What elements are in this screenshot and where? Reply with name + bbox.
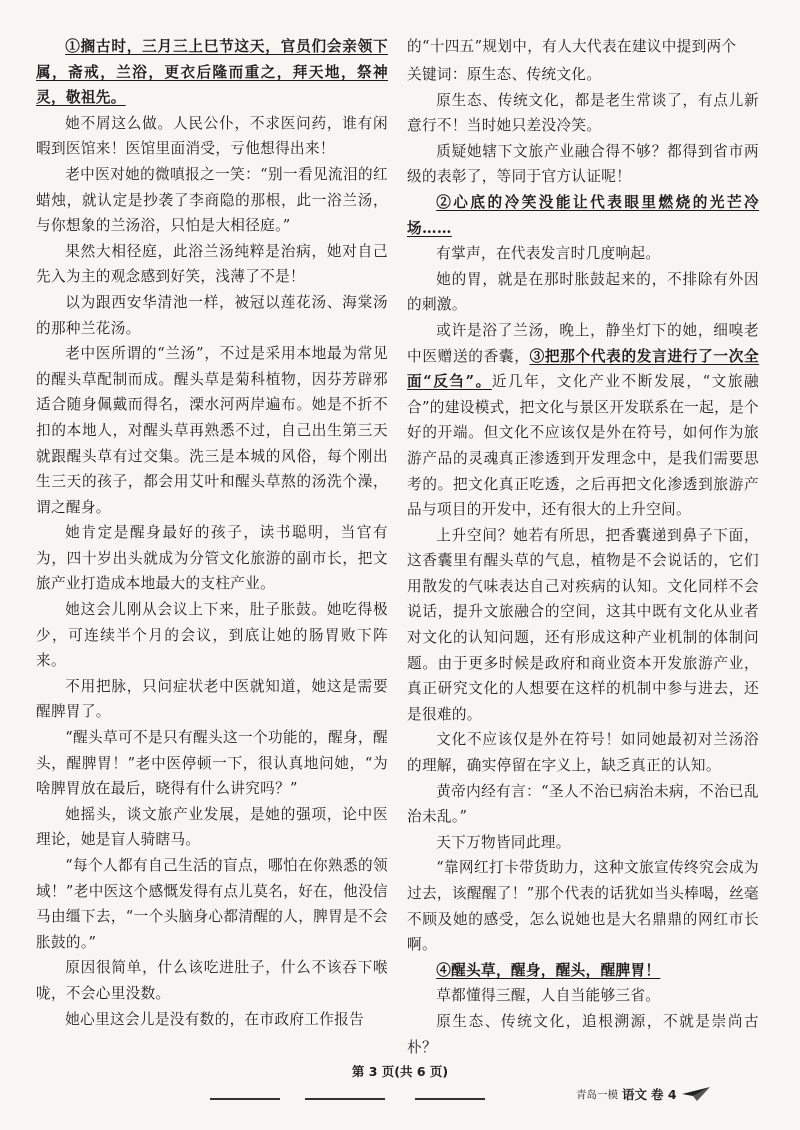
paragraph: 以为跟西安华清池一样，被冠以莲花汤、海棠汤的那种兰花汤。 <box>36 293 388 337</box>
paragraph: 老中医对她的微嗔报之一笑：“别一看见流泪的红蜡烛，就认定是抄袭了李商隐的那根，此一浴兰汤，与你想象的兰汤浴，只怕是大相径庭。” <box>36 165 388 235</box>
left-column <box>36 34 388 1032</box>
exam-brand <box>576 1085 711 1103</box>
paragraph <box>407 318 759 523</box>
paragraph: 她这会儿刚从会议上下来，肚子胀鼓。她吃得极少，可连续半个月的会议，到底让她的肠胃败下阵来。 <box>36 601 388 670</box>
brand-subject: 语文 <box>622 1087 648 1102</box>
footer-dashes <box>210 1098 590 1102</box>
paragraph: 原生态、传统文化，都是老生常谈了，有点儿新意行不！当时她只差没冷笑。 <box>407 91 759 135</box>
brand-volume: 卷 4 <box>651 1087 677 1102</box>
paragraph: “靠网红打卡带货助力，这种文旅宣传终究会成为过去，该醒醒了！”那个代表的话犹如当头棒喝，丝毫不顾及她的感受，怎么说她也是大名鼎鼎的网红市长啊。 <box>407 859 759 954</box>
paragraph: 她心里这会儿是没有数的，在市政府工作报告 <box>65 1010 365 1028</box>
paragraph: “醒头草可不是只有醒头这一个功能的，醒身，醒头，醒脾胃！”老中医停顿一下，很认真地问她，“为啥脾胃放在最后，晓得有什么讲究吗？” <box>36 729 388 798</box>
brand-school: 青岛一模 <box>576 1088 618 1101</box>
paragraph: 上升空间？她若有所思，把香囊递到鼻子下面，这香囊里有醒头草的气息，植物是不会说话的，它们用散发的气味表达自己对疾病的认知。文化同样不会说话，提升文旅融合的空间，这其中既有文化从业者对文化的认知问题，还有形成这种产业机制的体制问题。由于更多时候是政府和商业资本开发旅游产业，真正研究文化的人想要在这样的机制中参与进去，还是很难的。 <box>407 526 759 723</box>
text-run: 或许是浴了兰汤，晚上，静坐灯下的她，细嗅老中医赠送的香囊， <box>407 321 759 365</box>
paragraph: 文化不应该仅是外在符号！如同她最初对兰汤浴的理解，确实停留在字义上，缺乏真正的认知。 <box>407 731 759 775</box>
paragraph: 不用把脉，只问症状老中医就知道，她这是需要醒脾胃了。 <box>36 677 388 721</box>
paragraph <box>36 34 388 111</box>
right-column <box>407 62 759 1060</box>
paragraph: 原生态、传统文化，追根溯源，不就是崇尚古朴？ <box>407 1012 759 1056</box>
paper-plane-icon <box>681 1086 711 1102</box>
paragraph: 原因很简单，什么该吃进肚子，什么不该吞下喉咙，不会心里没数。 <box>36 959 388 1002</box>
paragraph: 有掌声，在代表发言时几度响起。 <box>436 245 661 263</box>
paragraph: 关键词：原生态、传统文化。 <box>407 66 602 83</box>
underlined-sentence: ③把那个代表的发言进行了一次全面“反刍”。 <box>407 347 759 391</box>
paragraph: 她的胃，就是在那时胀鼓起来的，不排除有外因的刺激。 <box>407 270 759 314</box>
text-run: 近几年，文化产业不断发展，“文旅融合”的建设模式，把文化与景区开发联系在一起，是个好的开端。但文化不应该仅是外在符号，如何作为旅游产品的灵魂真正渗透到开发理念中，是我们需要思考的。把文化真正吃透，之后再把文化渗透到旅游产品与项目的开发中，还有很大的上升空间。 <box>407 373 759 519</box>
underlined-sentence: ①搁古时，三月三上巳节这天，官员们会亲领下属，斋戒，兰浴，更衣后隆而重之，拜天地，祭神灵，敬祖先。 <box>36 38 388 107</box>
paragraph: 黄帝内经有言：“圣人不治已病治未病，不治已乱治未乱。” <box>407 782 759 826</box>
paragraph: 她不屑这么做。人民公仆，不求医问药，谁有闲暇到医馆来！医馆里面消受，亏他想得出来！ <box>36 114 388 158</box>
underlined-sentence: ④醒头草，醒身，醒头，醒脾胃！ <box>436 961 661 979</box>
paragraph <box>407 190 759 241</box>
paragraph: 果然大相径庭，此浴兰汤纯粹是治病，她对自己先入为主的观念感到好笑，浅薄了不是！ <box>36 242 388 286</box>
paragraph <box>407 958 759 984</box>
paragraph: “每个人都有自己生活的盲点，哪怕在你熟悉的领域！”老中医这个感慨发得有点儿莫名，好在，他没信马由缰下去，“一个头脑身心都清醒的人，脾胃是不会胀鼓的。” <box>36 857 388 951</box>
paragraph: 她肯定是醒身最好的孩子，读书聪明，当官有为，四十岁出头就成为分管文化旅游的副市长，把文旅产业打造成本地最大的支柱产业。 <box>36 524 388 593</box>
paragraph: 草都懂得三醒，人自当能够三省。 <box>436 987 661 1005</box>
paragraph: 天下万物皆同此理。 <box>436 833 571 851</box>
page-number: 第 3 页(共 6 页) <box>351 1064 449 1079</box>
underlined-sentence: ②心底的冷笑没能让代表眼里燃烧的光芒冷场…… <box>407 193 759 237</box>
paragraph: 质疑她辖下文旅产业融合得不够？都得到省市两级的表彰了，等同于官方认证呢！ <box>407 142 759 186</box>
right-column-first-line: 的“十四五”规划中，有人大代表在建议中提到两个 <box>407 38 737 55</box>
paragraph: 她摇头，谈文旅产业发展，是她的强项，论中医理论，她是盲人骑瞎马。 <box>36 805 388 849</box>
paragraph: 老中医所谓的“兰汤”，不过是采用本地最为常见的醒头草配制而成。醒头草是菊科植物，因芬芳辟邪适合随身佩戴而得名，溧水河两岸遍布。她是不折不扣的本地人，对醒头草再熟悉不过，自己出生第三天就跟醒头草有过交集。洗三是本城的风俗，每个刚出生三天的孩子，都会用艾叶和醒头草熬的汤洗个澡，谓之醒身。 <box>36 345 388 516</box>
